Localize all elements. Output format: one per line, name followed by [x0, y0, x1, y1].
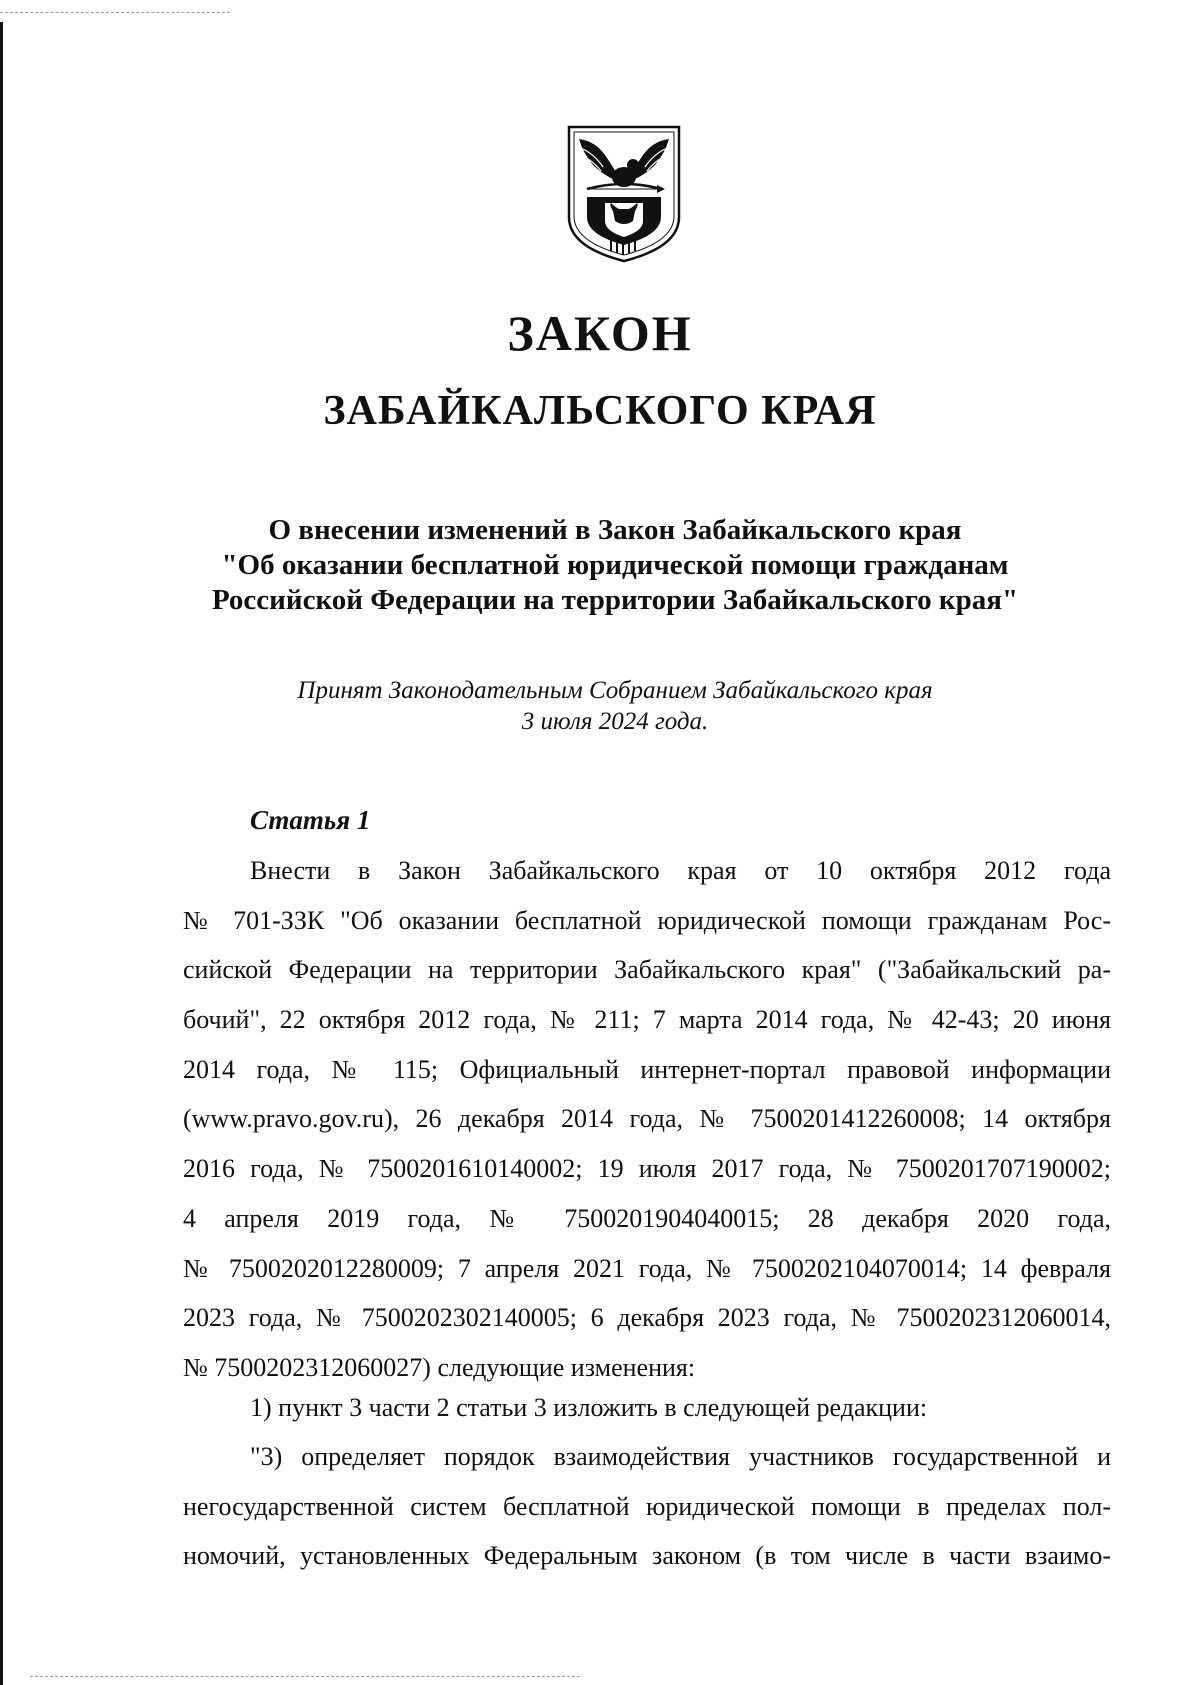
paragraph-line: № 7500202012280009; 7 апреля 2021 года, № 7500202104070014; 14 февраля — [183, 1253, 1111, 1283]
paragraph-line: (www.pravo.gov.ru), 26 декабря 2014 года, № 7500201412260008; 14 октября — [183, 1104, 1111, 1134]
adoption-date: 3 июля 2024 года. — [521, 708, 709, 735]
adoption-note — [150, 675, 1080, 737]
amendment-line: негосударственной систем бесплатной юридической помощи в пределах пол- — [183, 1491, 1111, 1521]
paragraph-line: № 701-ЗЗК "Об оказании бесплатной юридической помощи гражданам Рос- — [183, 905, 1111, 935]
amendment-line: номочий, установленных Федеральным законом (в том числе в части взаимо- — [183, 1541, 1111, 1571]
amendment-text — [183, 1432, 1111, 1581]
paragraph-line: 4 апреля 2019 года, № 7500201904040015; 28 декабря 2020 года, — [183, 1203, 1111, 1233]
paragraph-line: сийской Федерации на территории Забайкальского края" ("Забайкальский ра- — [183, 955, 1111, 985]
paragraph-line: 2014 года, № 115; Официальный интернет-портал правовой информации — [183, 1054, 1111, 1084]
law-title: ЗАКОН — [507, 305, 693, 361]
subject-line: О внесении изменений в Закон Забайкальского края — [268, 514, 962, 546]
article-paragraph — [183, 846, 1111, 1393]
scan-edge-bottom — [30, 1676, 580, 1677]
adoption-line: Принят Законодательным Собранием Забайкальского края — [297, 677, 933, 704]
paragraph-line: 2023 года, № 7500202302140005; 6 декабря 2023 года, № 7500202312060014, — [183, 1303, 1111, 1333]
paragraph-line: № 7500202312060027) следующие изменения: — [183, 1352, 696, 1382]
paragraph-line: Внести в Закон Забайкальского края от 10 октября 2012 года — [250, 856, 1111, 885]
law-subject — [150, 513, 1080, 618]
amendment-line: "3) определяет порядок взаимодействия участников государственной и — [250, 1442, 1111, 1471]
article-heading: Статья 1 — [250, 805, 371, 835]
amendment-item — [183, 1383, 1111, 1433]
law-region-title: ЗАБАЙКАЛЬСКОГО КРАЯ — [323, 388, 877, 434]
scan-edge-top — [0, 12, 230, 13]
scan-edge-left — [0, 22, 3, 1685]
subject-line: Российской Федерации на территории Забайкальского края" — [211, 584, 1019, 616]
paragraph-line: 2016 года, № 7500201610140002; 19 июля 2017 года, № 7500201707190002; — [183, 1154, 1111, 1184]
item-line: 1) пункт 3 части 2 статьи 3 изложить в следующей редакции: — [250, 1393, 928, 1422]
paragraph-line: бочий", 22 октября 2012 года, № 211; 7 марта 2014 года, № 42-43; 20 июня — [183, 1005, 1111, 1035]
coat-of-arms-icon — [565, 125, 683, 263]
subject-line: "Об оказании бесплатной юридической помощи гражданам — [221, 549, 1009, 581]
